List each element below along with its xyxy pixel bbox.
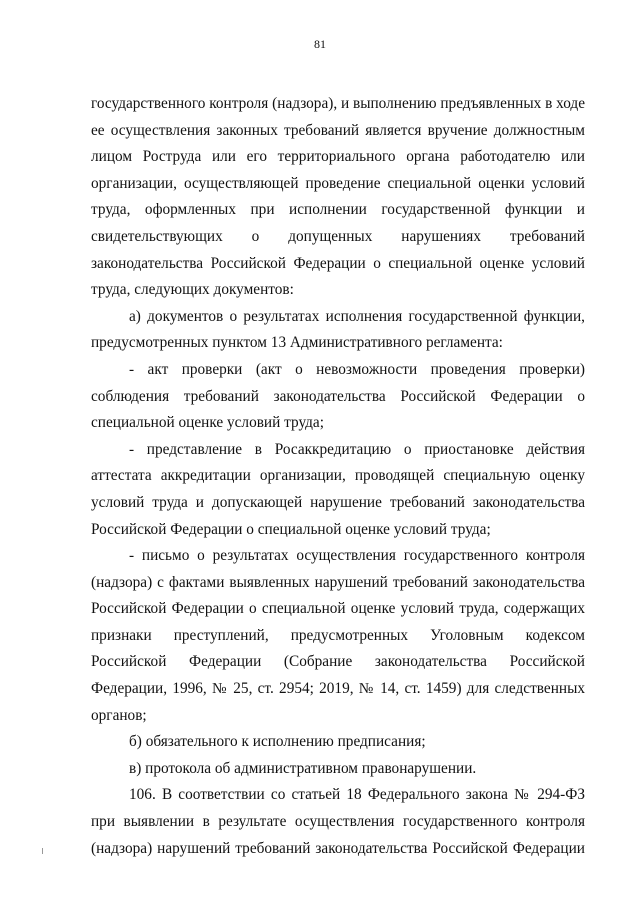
page-number: 81 bbox=[314, 37, 326, 51]
paragraph-item-v: в) протокола об административном правонарушении. bbox=[129, 759, 477, 777]
paragraph-item-b: б) обязательного к исполнению предписания; bbox=[129, 733, 426, 751]
paragraph-item-a: а) документов о результатах исполнения государственной функции, предусмотренных пунктом 13 Административного регламента: bbox=[91, 307, 585, 352]
paragraph-106: 106. В соответствии со статьей 18 Федерального закона № 294-ФЗ при выявлении в результате осуществления государственного контроля (надзора) нарушений требований законодательства Российской Федерации bbox=[91, 786, 585, 857]
paragraph-continuation: государственного контроля (надзора), и выполнению предъявленных в ходе ее осуществления законных требований является вручение должностным лицом Роструда или его территориального органа работодателю или организации, осуществляющей проведение специальной оценки условий труда, оформленных при исполнении государственной функции и свидетельствующих о допущенных нарушениях требований законодательства Российской Федерации о специальной оценке условий труда, следующих документов: bbox=[91, 95, 585, 299]
document-body bbox=[91, 91, 585, 862]
paragraph-bullet-submission: - представление в Росаккредитацию о приостановке действия аттестата аккредитации организации, проводящей специальную оценку условий труда и допускающей нарушение требований законодательства Российской Федерации о специальной оценке условий труда; bbox=[91, 440, 585, 538]
paragraph-bullet-inspection-act: - акт проверки (акт о невозможности проведения проверки) соблюдения требований законодательства Российской Федерации о специальной оценке условий труда; bbox=[91, 360, 585, 432]
paragraph-bullet-letter: - письмо о результатах осуществления государственного контроля (надзора) с фактами выявленных нарушений требований законодательства Российской Федерации о специальной оценке условий труда, содержащих признаки преступлений, предусмотренных Уголовным кодексом Российской Федерации (Собрание законодательства Российской Федерации, 1996, № 25, ст. 2954; 2019, № 14, ст. 1459) для следственных органов; bbox=[91, 547, 585, 724]
scan-edge-mark bbox=[42, 848, 43, 854]
